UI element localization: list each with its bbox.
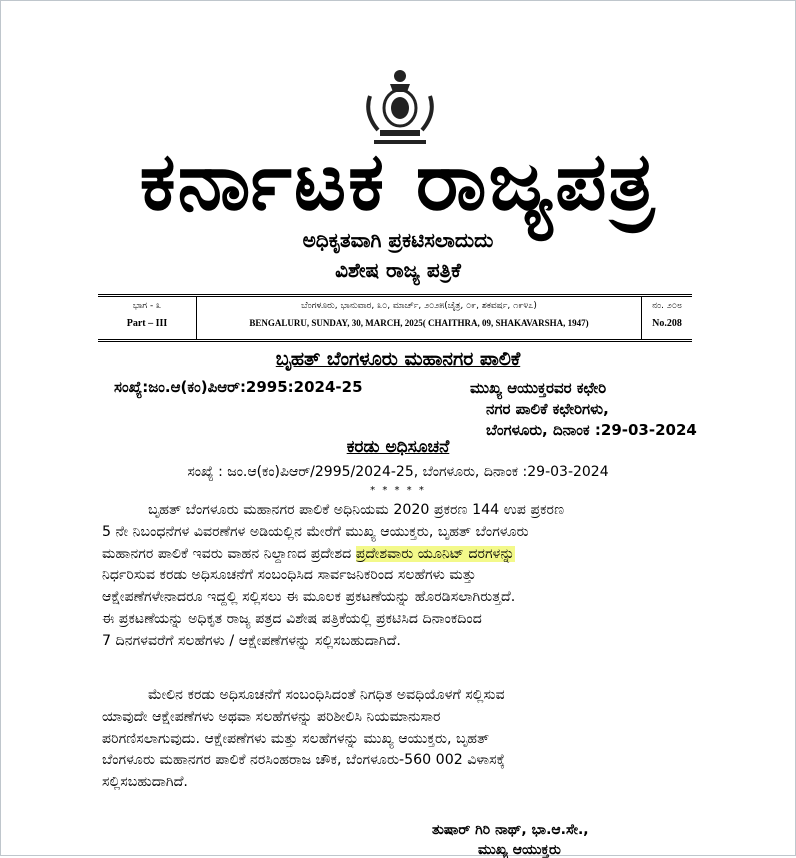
issue-info-bar — [98, 294, 692, 342]
para1-line-1: ಬೃಹತ್ ಬೆಂಗಳೂರು ಮಹಾನಗರ ಪಾಲಿಕೆ ಅಧಿನಿಯಮ 2020 ಪ್ರಕರಣ 144 ಉಪ ಪ್ರಕರಣ — [148, 502, 565, 518]
para1-line-3 — [102, 544, 714, 566]
date-english: BENGALURU, SUNDAY, 30, MARCH, 2025( CHAITHRA, 09, SHAKAVARSHA, 1947) — [249, 318, 589, 328]
office-line-3: ಬೆಂಗಳೂರು, ದಿನಾಂಕ :29-03-2024 — [486, 421, 697, 439]
notification-title: ಕರಡು ಅಧಿಸೂಚನೆ — [346, 437, 450, 457]
para1-line-4: ನಿರ್ಧರಿಸುವ ಕರಡು ಅಧಿಸೂಚನೆಗೆ ಸಂಬಂಧಿಸಿದ ಸಾರ್ವಜನಿಕರಿಂದ ಸಲಹೆಗಳು ಮತ್ತು — [102, 567, 477, 584]
date-cell — [197, 297, 642, 339]
office-line-2: ನಗರ ಪಾಲಿಕೆ ಕಛೇರಿಗಳು, — [486, 400, 609, 418]
office-line-1: ಮುಖ್ಯ ಆಯುಕ್ತರವರ ಕಛೇರಿ — [470, 379, 607, 397]
authority-heading: ಬೃಹತ್ ಬೆಂಗಳೂರು ಮಹಾನಗರ ಪಾಲಿಕೆ — [275, 348, 521, 370]
reference-number: ಸಂಖ್ಯೆ:ಜಂ.ಆ(ಕಂ)ಪಿಆರ್:2995:2024-25 — [114, 378, 363, 396]
gazette-subtitle-special: ವಿಶೇಷ ರಾಜ್ಯ ಪತ್ರಿಕೆ — [335, 258, 461, 282]
notification-reference: ಸಂಖ್ಯೆ : ಜಂ.ಆ(ಕಂ)ಪಿಆರ್/2995/2024-25, ಬೆಂಗಳೂರು, ದಿನಾಂಕ :29-03-2024 — [187, 464, 609, 480]
office-address — [470, 378, 697, 441]
separator-stars: * * * * * — [370, 485, 426, 496]
paragraph-2 — [102, 685, 714, 794]
gazette-title: ಕರ್ನಾಟಕ ರಾಜ್ಯಪತ್ರ — [139, 135, 657, 228]
date-kannada: ಬೆಂಗಳೂರು, ಭಾನುವಾರ, ೩೦, ಮಾರ್ಚ್, ೨೦೨೫(ಚೈತ್ರ, ೦೯, ಶಕವರ್ಷ, ೧೯೪೭) — [301, 301, 537, 311]
number-cell — [642, 297, 692, 339]
para1-line-6: ಈ ಪ್ರಕಟಣೆಯನ್ನು ಅಧಿಕೃತ ರಾಜ್ಯ ಪತ್ರದ ವಿಶೇಷ ಪತ್ರಿಕೆಯಲ್ಲಿ ಪ್ರಕಟಿಸಿದ ದಿನಾಂಕದಿಂದ — [102, 610, 482, 627]
para1-line-7: 7 ದಿನಗಳವರೆಗೆ ಸಲಹೆಗಳು / ಆಕ್ಷೇಪಣೆಗಳನ್ನು ಸಲ್ಲಿಸಬಹುದಾಗಿದೆ. — [102, 632, 401, 649]
para2-line-3: ಪರಿಗಣಿಸಲಾಗುವುದು. ಆಕ್ಷೇಪಣೆಗಳು ಮತ್ತು ಸಲಹೆಗಳನ್ನು ಮುಖ್ಯ ಆಯುಕ್ತರು, ಬೃಹತ್ — [102, 730, 490, 747]
para1-line-5: ಆಕ್ಷೇಪಣೆಗಳೇನಾದರೂ ಇದ್ದಲ್ಲಿ ಸಲ್ಲಿಸಲು ಈ ಮೂಲಕ ಪ್ರಕಟಣೆಯನ್ನು ಹೊರಡಿಸಲಾಗಿರುತ್ತದೆ. — [102, 589, 516, 606]
paragraph-1 — [102, 500, 714, 653]
para2-line-4: ಬೆಂಗಳೂರು ಮಹಾನಗರ ಪಾಲಿಕೆ ನರಸಿಂಹರಾಜ ಚೌಕ, ಬೆಂಗಳೂರು-560 002 ವಿಳಾಸಕ್ಕೆ — [102, 752, 505, 769]
signatory-title: ಮುಖ್ಯ ಆಯುಕ್ತರು — [478, 842, 561, 858]
gazette-subtitle-official: ಅಧಿಕೃತವಾಗಿ ಪ್ರಕಟಿಸಲಾದುದು — [302, 228, 494, 252]
para2-line-1: ಮೇಲಿನ ಕರಡು ಅಧಿಸೂಚನೆಗೆ ಸಂಬಂಧಿಸಿದಂತೆ ನಿಗಧಿತ ಅವಧಿಯೊಳಗೆ ಸಲ್ಲಿಸುವ — [148, 687, 505, 703]
highlighted-text: ಪ್ರದೇಶವಾರು ಯೂನಿಟ್ ದರಗಳನ್ನು — [355, 545, 515, 562]
para2-line-2: ಯಾವುದೇ ಆಕ್ಷೇಪಣೆಗಳು ಅಥವಾ ಸಲಹೆಗಳನ್ನು ಪರಿಶೀಲಿಸಿ ನಿಯಮಾನುಸಾರ — [102, 708, 441, 725]
para2-line-5: ಸಲ್ಲಿಸಬಹುದಾಗಿದೆ. — [102, 774, 188, 791]
part-kannada: ಭಾಗ - ೩ — [132, 301, 162, 311]
para1-line-3a: ಮಹಾನಗರ ಪಾಲಿಕೆ ಇವರು ವಾಹನ ನಿಲ್ದಾಣದ ಪ್ರದೇಶದ — [102, 545, 356, 562]
part-cell — [98, 297, 197, 339]
signatory-name: ತುಷಾರ್ ಗಿರಿ ನಾಥ್, ಭಾ.ಆ.ಸೇ., — [432, 822, 589, 838]
number-english: No.208 — [652, 318, 682, 329]
part-english: Part – III — [126, 318, 168, 329]
number-kannada: ನಂ. ೨೦೮ — [652, 301, 682, 311]
para1-line-2: 5 ನೇ ನಿಬಂಧನೆಗಳ ವಿವರಣೆಗಳ ಅಡಿಯಲ್ಲಿನ ಮೇರೆಗೆ ಮುಖ್ಯ ಆಯುಕ್ತರು, ಬೃಹತ್ ಬೆಂಗಳೂರು — [102, 523, 529, 540]
